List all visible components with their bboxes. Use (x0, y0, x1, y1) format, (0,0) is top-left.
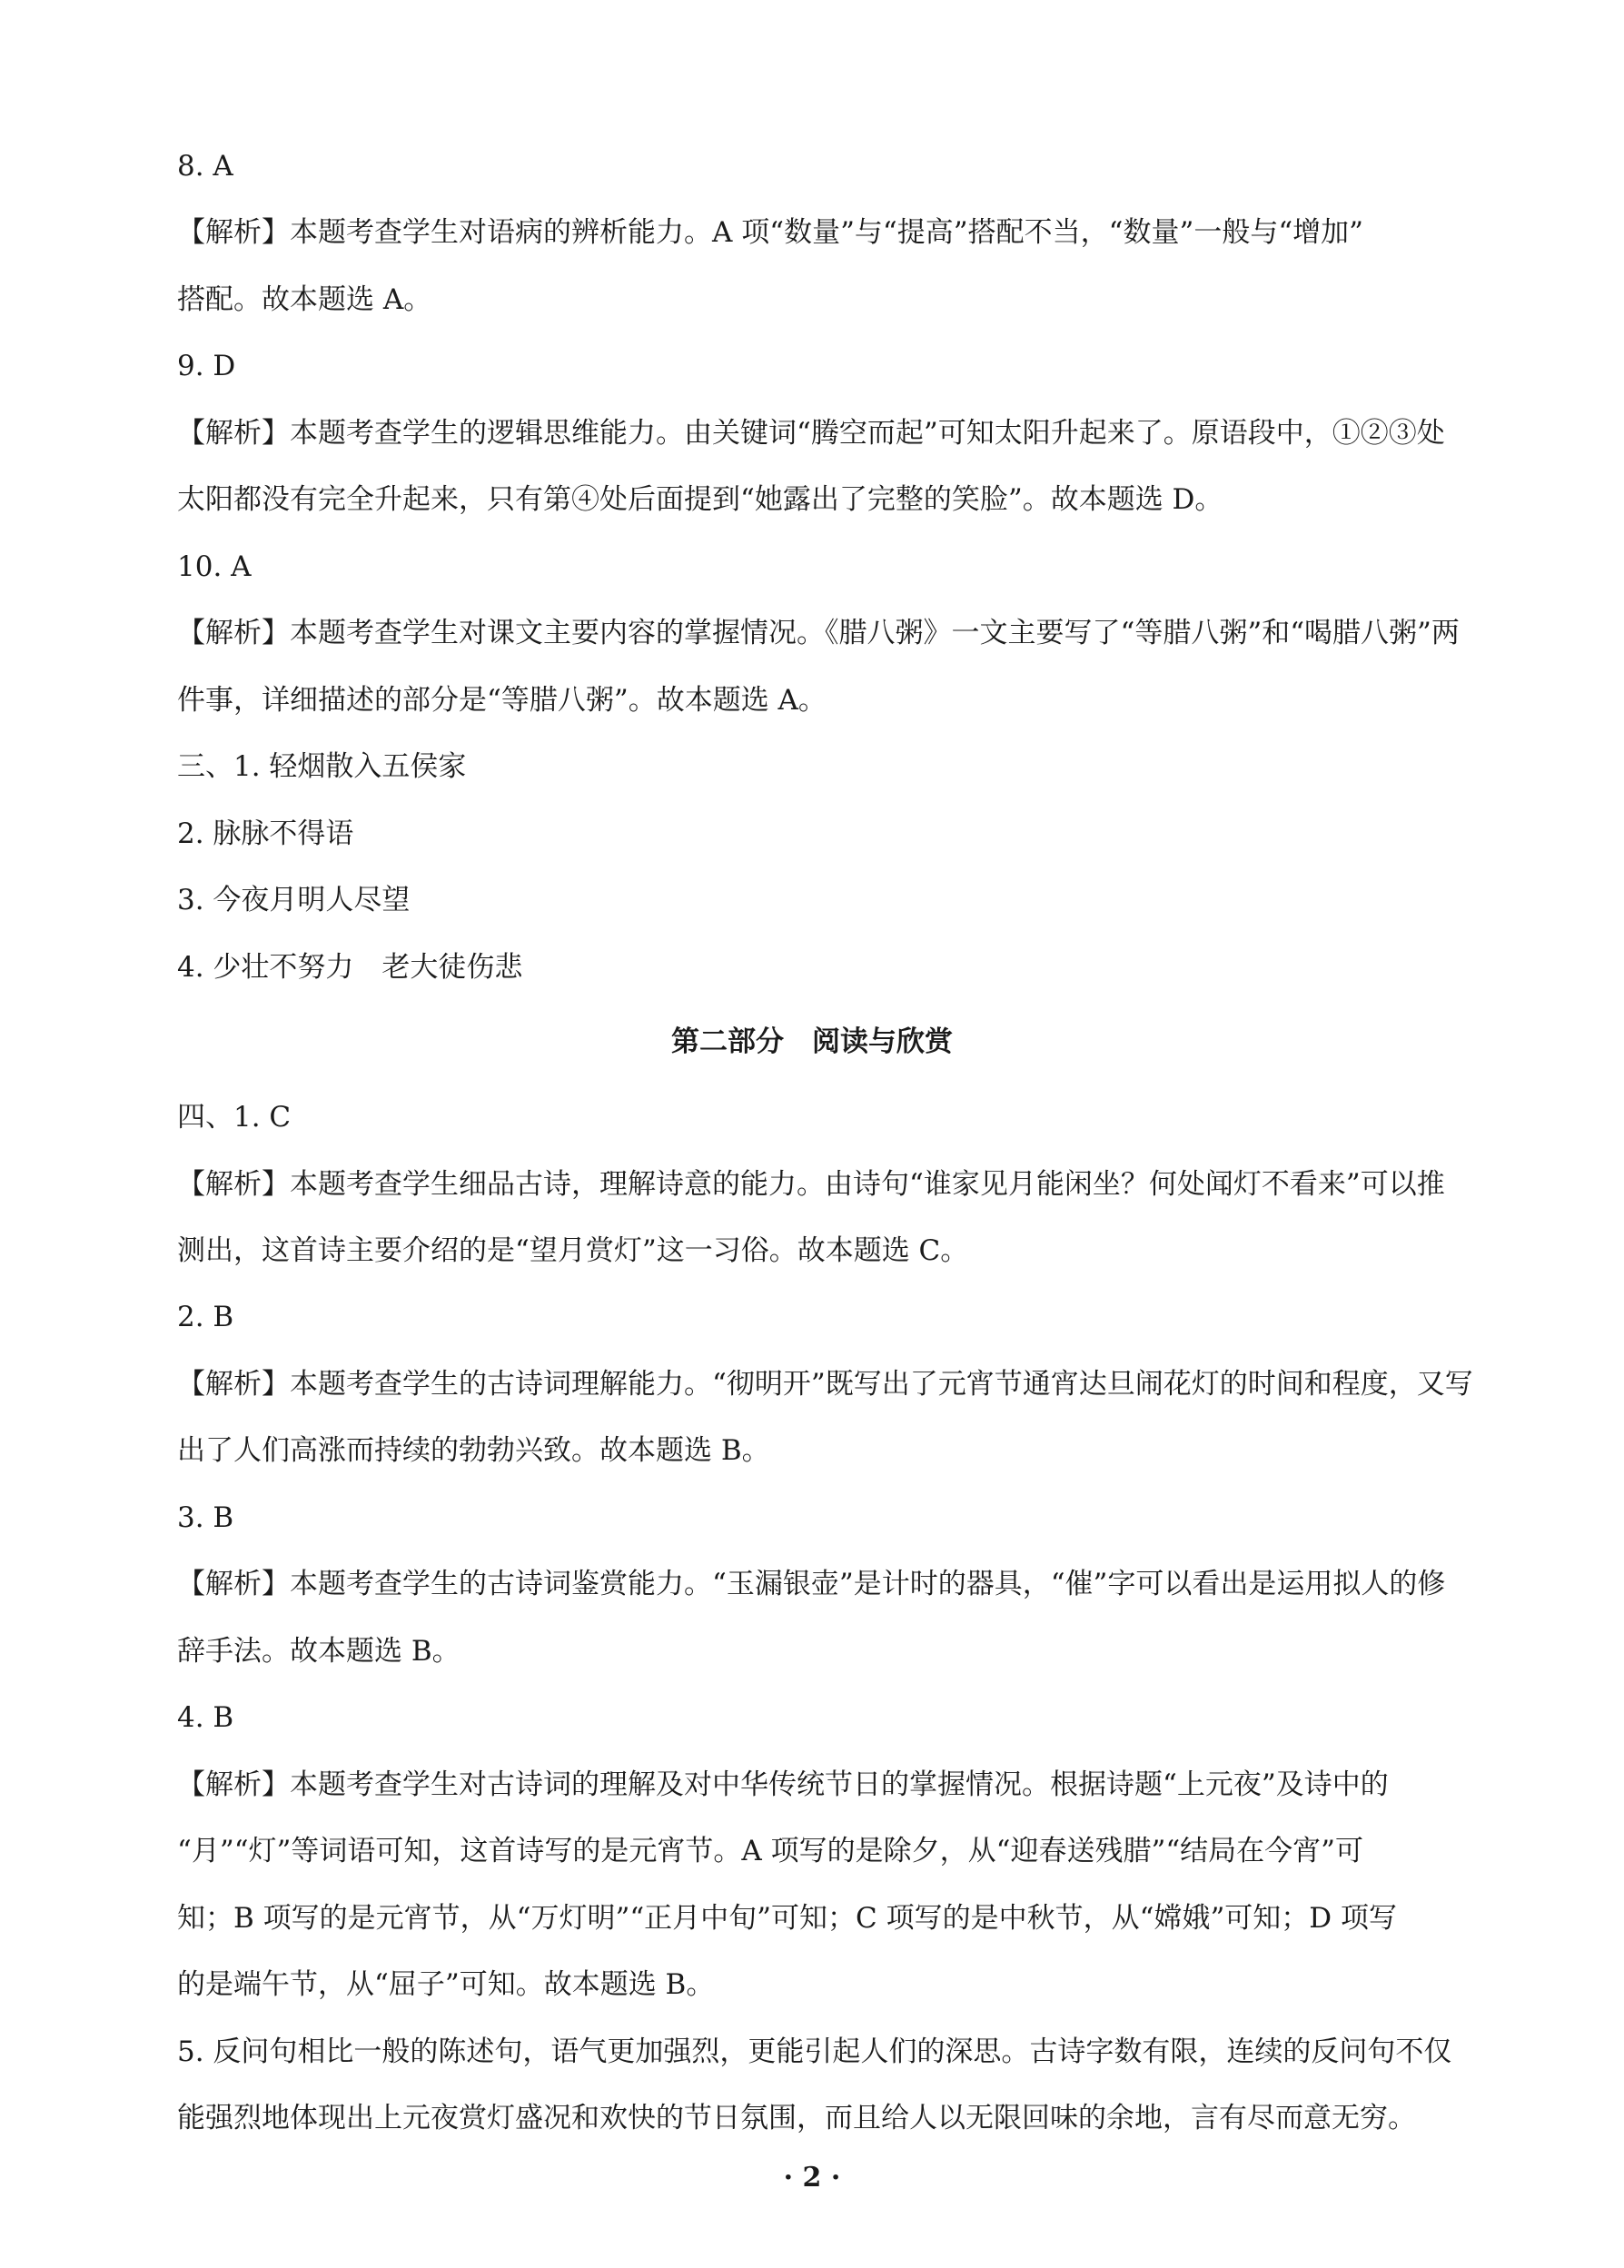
answer-line: 知；B 项写的是元宵节，从“万灯明”“正月中旬”可知；C 项写的是中秋节，从“嫦娥”可知；D 项写 (177, 1902, 1398, 1935)
answer-line: 能强烈地体现出上元夜赏灯盛况和欢快的节日氛围，而且给人以无限回味的余地，言有尽而意无穷。 (177, 2102, 1416, 2134)
answer-line: 9. D (177, 350, 236, 382)
answer-line: 【解析】本题考查学生对古诗词的理解及对中华传统节日的掌握情况。根据诗题“上元夜”及诗中的 (177, 1768, 1389, 1801)
answer-line: 【解析】本题考查学生对课文主要内容的掌握情况。《腊八粥》一文主要写了“等腊八粥”和“喝腊八粥”两 (177, 617, 1460, 649)
answer-line: 3. B (177, 1501, 234, 1534)
answer-line: 5. 反问句相比一般的陈述句，语气更加强烈，更能引起人们的深思。古诗字数有限，连续的反问句不仅 (177, 2035, 1452, 2068)
answer-line: 8. A (177, 150, 233, 183)
answer-line: 件事，详细描述的部分是“等腊八粥”。故本题选 A。 (177, 684, 827, 717)
answer-line: 10. A (177, 550, 252, 583)
answer-line: 太阳都没有完全升起来，只有第④处后面提到“她露出了完整的笑脸”。故本题选 D。 (177, 483, 1223, 516)
answer-line: 【解析】本题考查学生细品古诗，理解诗意的能力。由诗句“谁家见月能闲坐？何处闻灯不看来”可以推 (177, 1168, 1445, 1201)
answer-line: 2. B (177, 1301, 234, 1333)
answer-line: 辞手法。故本题选 B。 (177, 1635, 460, 1668)
answer-line: 搭配。故本题选 A。 (177, 283, 432, 316)
answer-line: 【解析】本题考查学生的古诗词理解能力。“彻明开”既写出了元宵节通宵达旦闹花灯的时间和程度，又写 (177, 1368, 1473, 1401)
answer-line: 3. 今夜月明人尽望 (177, 884, 411, 916)
answer-line: 4. B (177, 1701, 234, 1734)
answer-line: 【解析】本题考查学生的古诗词鉴赏能力。“玉漏银壶”是计时的器具，“催”字可以看出是运用拟人的修 (177, 1568, 1446, 1600)
answer-line: 4. 少壮不努力 老大徒伤悲 (177, 951, 523, 984)
answer-line: 【解析】本题考查学生对语病的辨析能力。A 项“数量”与“提高”搭配不当，“数量”一般与“增加” (177, 216, 1364, 249)
answer-line: 出了人们高涨而持续的勃勃兴致。故本题选 B。 (177, 1434, 770, 1467)
answer-line: 2. 脉脉不得语 (177, 817, 354, 850)
answer-line: 三、1. 轻烟散入五侯家 (177, 750, 467, 783)
page-number: · 2 · (783, 2162, 841, 2194)
answer-line: “月”“灯”等词语可知，这首诗写的是元宵节。A 项写的是除夕，从“迎春送残腊”“结局在今宵”可 (177, 1835, 1364, 1867)
answer-line: 四、1. C (177, 1101, 292, 1134)
answer-line: 的是端午节，从“屈子”可知。故本题选 B。 (177, 1968, 715, 2001)
answer-line: 【解析】本题考查学生的逻辑思维能力。由关键词“腾空而起”可知太阳升起来了。原语段中，①②③处 (177, 417, 1445, 450)
section-heading: 第二部分 阅读与欣赏 (671, 1025, 953, 1058)
answer-line: 测出，这首诗主要介绍的是“望月赏灯”这一习俗。故本题选 C。 (177, 1234, 969, 1267)
